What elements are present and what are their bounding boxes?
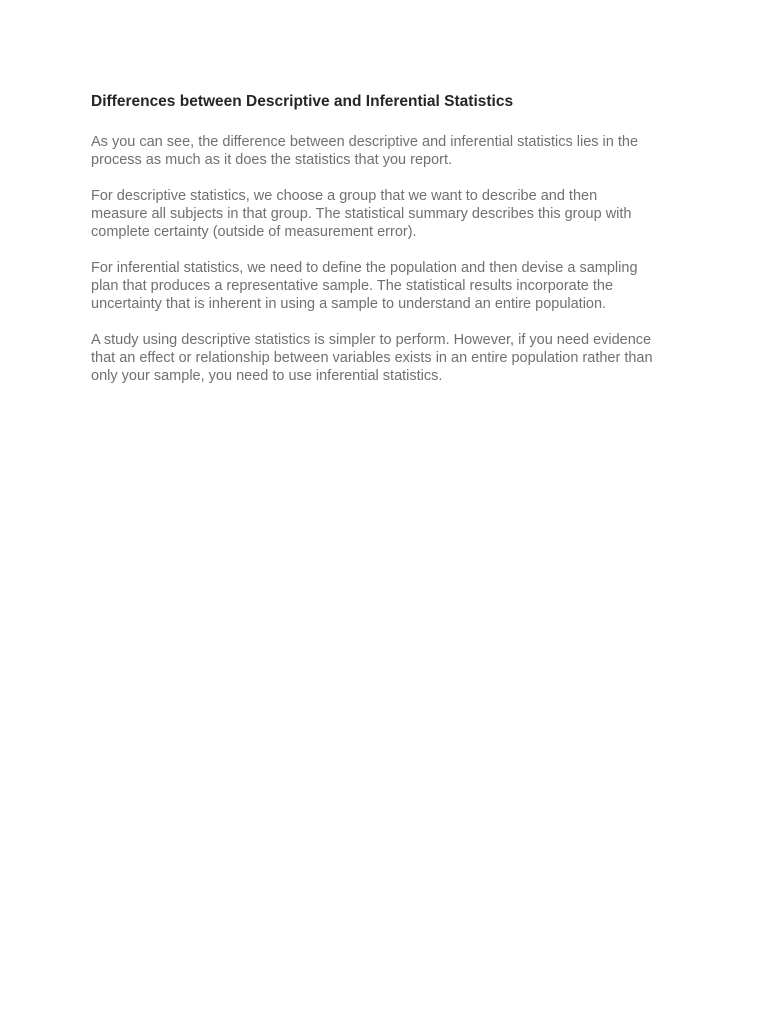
paragraph-line: As you can see, the difference between descriptive and inferential statistics lies in the [91, 134, 639, 150]
paragraph-line: plan that produces a representative sample. The statistical results incorporate the [91, 278, 614, 294]
document-content [91, 92, 691, 403]
paragraph-difference-summary [91, 133, 691, 169]
paragraph-line: process as much as it does the statistics that you report. [91, 152, 453, 168]
paragraph-line: measure all subjects in that group. The statistical summary describes this group with [91, 206, 632, 222]
paragraph-line: For descriptive statistics, we choose a group that we want to describe and then [91, 188, 598, 204]
document-title: Differences between Descriptive and Inferential Statistics [91, 93, 514, 110]
paragraph-study-comparison [91, 331, 691, 385]
paragraph-line: complete certainty (outside of measurement error). [91, 224, 417, 240]
paragraph-line: For inferential statistics, we need to define the population and then devise a sampling [91, 260, 638, 276]
paragraph-line: uncertainty that is inherent in using a sample to understand an entire population. [91, 296, 607, 312]
paragraph-line: only your sample, you need to use inferential statistics. [91, 368, 443, 384]
paragraph-line: A study using descriptive statistics is simpler to perform. However, if you need evidence [91, 332, 652, 348]
paragraph-line: that an effect or relationship between variables exists in an entire population rather than [91, 350, 653, 366]
paragraph-descriptive-statistics [91, 187, 691, 241]
paragraph-inferential-statistics [91, 259, 691, 313]
